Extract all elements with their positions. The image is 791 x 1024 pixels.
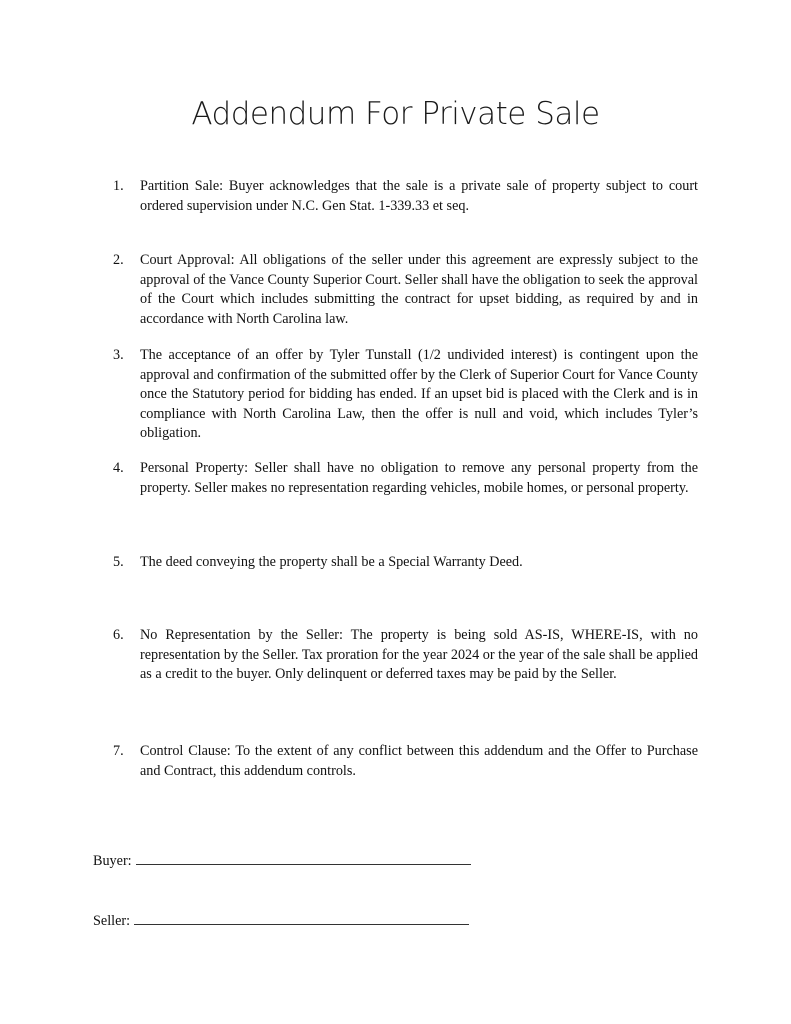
- clause-number: 5.: [113, 554, 124, 570]
- seller-label: Seller:: [93, 913, 131, 929]
- buyer-signature-line: [93, 850, 471, 871]
- clause-number: 2.: [113, 252, 124, 268]
- buyer-label: Buyer:: [93, 853, 132, 869]
- clause-2: [113, 251, 698, 329]
- clause-text: Personal Property: Seller shall have no obligation to remove any personal property from the property. Seller makes no representation regarding vehicles, mobile homes, or personal property.: [140, 460, 698, 496]
- clause-3: [113, 346, 698, 444]
- clause-text: No Representation by the Seller: The property is being sold AS-IS, WHERE-IS, with no representation by the Seller. Tax proration for the year 2024 or the year of the sale shall be applied as a credit to the buyer. Only delinquent or deferred taxes may be paid by the Seller.: [140, 627, 698, 682]
- buyer-signature-field[interactable]: [136, 850, 471, 865]
- clause-number: 6.: [113, 627, 124, 643]
- clause-number: 3.: [113, 347, 124, 363]
- clause-5: [113, 553, 698, 573]
- clause-number: 4.: [113, 460, 124, 476]
- clause-text: Partition Sale: Buyer acknowledges that the sale is a private sale of property subject to court ordered supervision under N.C. Gen Stat. 1-339.33 et seq.: [140, 178, 698, 214]
- clause-text: The deed conveying the property shall be a Special Warranty Deed.: [140, 554, 523, 570]
- clause-text: Court Approval: All obligations of the seller under this agreement are expressly subject to the approval of the Vance County Superior Court. Seller shall have the obligation to seek the approval of the Court which includes submitting the contract for upset bidding, as required by and in accordance with North Carolina law.: [140, 252, 698, 327]
- clause-4: [113, 459, 698, 498]
- clause-7: [113, 742, 698, 781]
- page-title: Addendum For Private Sale: [191, 96, 600, 132]
- clause-1: [113, 177, 698, 216]
- clause-text: Control Clause: To the extent of any conflict between this addendum and the Offer to Purchase and Contract, this addendum controls.: [140, 743, 698, 779]
- clause-number: 1.: [113, 178, 124, 194]
- seller-signature-field[interactable]: [134, 910, 469, 925]
- clause-number: 7.: [113, 743, 124, 759]
- clause-text: The acceptance of an offer by Tyler Tunstall (1/2 undivided interest) is contingent upon the approval and confirmation of the submitted offer by the Clerk of Superior Court for Vance County once the Statutory period for bidding has ended. If an upset bid is placed with the Clerk and is in compliance with North Carolina Law, then the offer is null and void, which includes Tyler’s obligation.: [140, 347, 698, 441]
- seller-signature-line: [93, 910, 469, 931]
- clause-6: [113, 626, 698, 685]
